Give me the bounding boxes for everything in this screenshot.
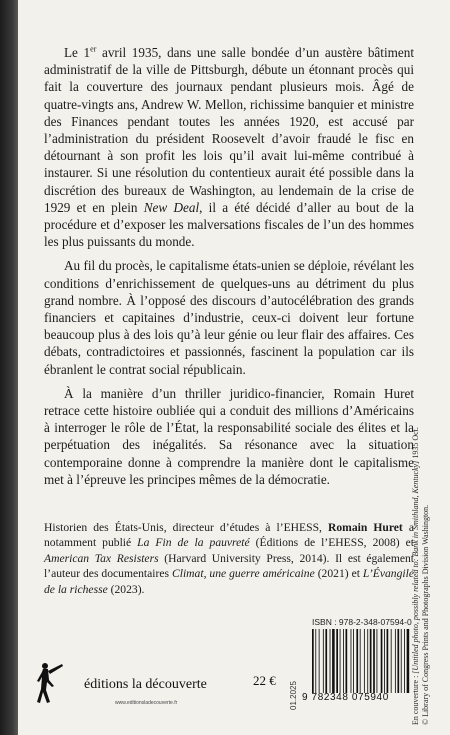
cover-credit: En couverture : [Untitled photo, possibly related to: Bank in Smithland, Kentucky] 1935 Oct. © Library of Congress Prints and Photographs Division Washington. xyxy=(411,427,430,725)
publisher-name: éditions la découverte xyxy=(84,677,207,692)
blurb xyxy=(44,44,414,495)
cover-edge xyxy=(0,0,18,735)
price: 22 € xyxy=(253,673,276,688)
publisher-logo-figure xyxy=(36,660,68,705)
blurb-paragraph-2: Au fil du procès, le capitalisme états-unien se déploie, révélant les conditions d’enrichissement de quelques-uns au détriment du plus grand nombre. À l’opposé des discours d’autocélébration des grands financiers et capitaines d’industrie, ceux-ci doivent leur fortune beaucoup plus à des lois qu’à leur génie ou leur flair des affaires. Ces débats, contradictoires et passionnés, fascinent la population car ils ébranlent le contrat social républicain. xyxy=(44,258,414,377)
barcode-digits: 9 782348 075940 xyxy=(302,692,389,703)
blurb-paragraph-1: Le 1er avril 1935, dans une salle bondée d’un austère bâtiment administratif de la ville de Pittsburgh, débute un étonnant procès qui fait la couverture des journaux pendant plusieurs mois. Âgé de quatre-vingts ans, Andrew W. Mellon, richissime banquier et ministre des Finances pendant toutes les années 1920, est accusé par l’administration du président Roosevelt d’avoir fraudé le fisc en détournant à son profit les lois qu’il avait lui-même contribué à instaurer. Si une résolution du contentieux aurait été possible dans la discrétion des bureaux de Washington, au lendemain de la crise de 1929 et en plein New Deal, il a été décidé d’aller au bout de la procédure et d’exposer les malversations fiscales de l’un des hommes les plus puissants du monde. xyxy=(44,44,414,250)
blurb-paragraph-3: À la manière d’un thriller juridico-financier, Romain Huret retrace cette histoire oubliée qui a conduit des millions d’Américains à interroger le rôle de l’État, la responsabilité sociale des élites et la perpétuation des inégalités. Sa résonance avec la situation contemporaine donne à comprendre la manière dont le capitalisme met à l’épreuve les principes mêmes de la démocratie. xyxy=(44,385,414,487)
print-date-code: 01.2025 xyxy=(289,681,298,710)
author-bio: Historien des États-Unis, directeur d’études à l’EHESS, Romain Huret a notamment publié La Fin de la pauvreté (Éditions de l’EHESS, 2008) et American Tax Resisters (Harvard University Press, 2014). Il est également l’auteur des documentaires Climat, une guerre américaine (2021) et L’Évangile de la richesse (2023). xyxy=(44,521,415,596)
publisher-url: www.editionsladecouverte.fr xyxy=(115,700,178,706)
barcode xyxy=(312,629,411,693)
isbn: ISBN : 978-2-348-07594-0 xyxy=(312,617,412,627)
